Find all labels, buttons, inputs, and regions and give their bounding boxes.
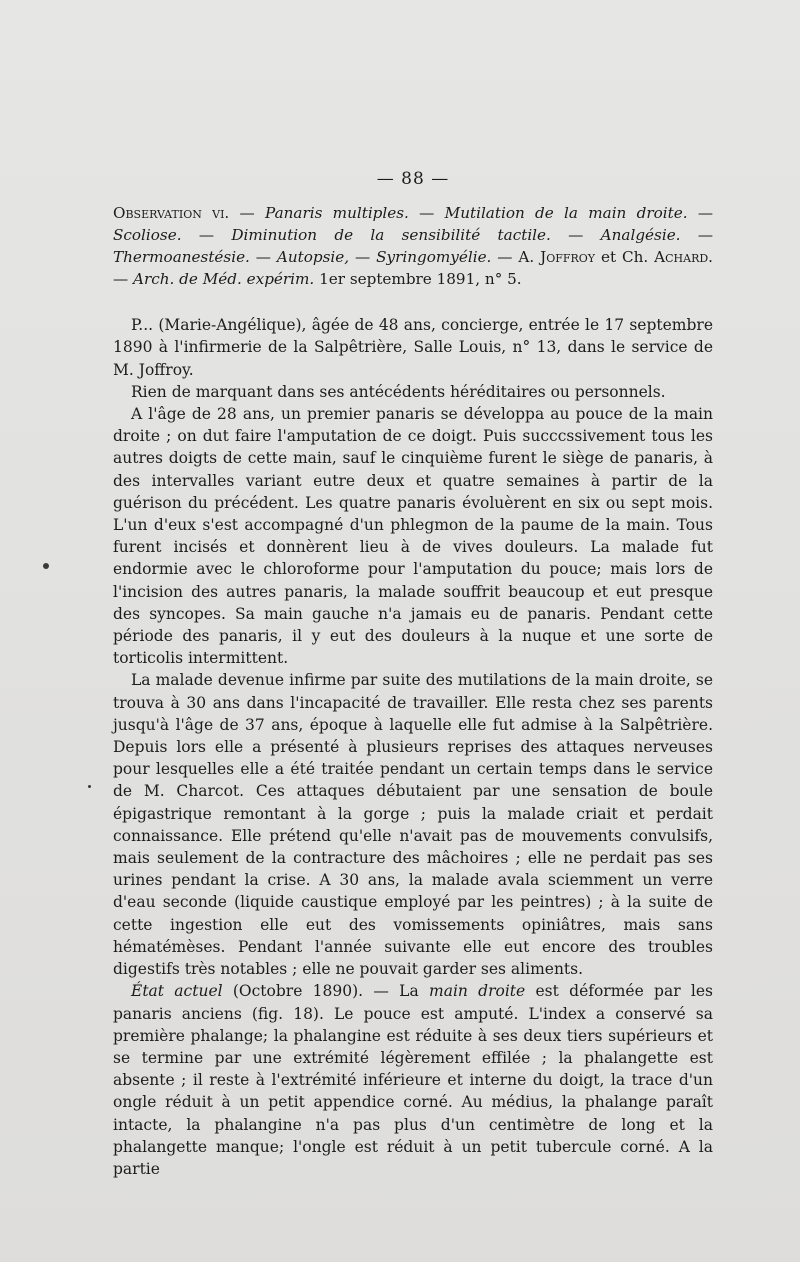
observation-title: Scoliose.	[113, 226, 182, 245]
page-number: — 88 —	[376, 169, 450, 189]
ink-speck	[88, 785, 91, 788]
paragraph: Rien de marquant dans ses antécédents héréditaires ou personnels.	[131, 382, 666, 401]
emphasis: main droite	[429, 982, 526, 1001]
paragraph: La malade devenue infirme par suite des mutilations de la main droite, se trouva à 30 ans dans l'incapacité de travailler. Elle resta chez ses parents jusqu'à l'âge de 37 ans, époque à laquelle elle fut admise à la Salpêtrière. Depuis lors elle a présenté à plusieurs reprises des attaques nerveuses pour lesquelles elle a été traitée pendant un certain temps dans le service de M. Charcot. Ces attaques débutaient par une sensation de boule épigastrique remontant à la gorge ; puis la malade criait et perdait connaissance. Elle prétend qu'elle n'avait pas de mouvements convulsifs, mais seulement de la contracture des mâchoires ; elle ne perdait pas ses urines pendant la crise. A 30 ans, la malade avala sciemment un verre d'eau seconde (liquide caustique employé par les peintres) ; à la suite de cette ingestion elle eut des vomissements opiniâtres, mais sans hématémèses. Pendant l'année suivante elle eut encore des troubles digestifs très notables ; elle ne pouvait garder ses aliments.	[113, 671, 713, 979]
ink-speck	[43, 563, 49, 569]
observation-title: Autopsie,	[276, 248, 350, 267]
text-block	[113, 168, 713, 1180]
paragraph: P... (Marie-Angélique), âgée de 48 ans, concierge, entrée le 17 septembre 1890 à l'infirmerie de la Salpêtrière, Salle Louis, n° 13, dans le service de M. Joffroy.	[113, 316, 713, 379]
observation-label: Observation vi.	[113, 204, 230, 223]
separator: —	[181, 226, 232, 245]
author-joiner: et Ch.	[595, 248, 655, 267]
author: Achard.	[654, 248, 714, 267]
separator: —	[113, 270, 134, 289]
observation-heading	[113, 202, 713, 290]
paragraph-text: est déformée par les panaris anciens (fig. 18). Le pouce est amputé. L'index a conservé sa première phalange; la phalangine est réduite à ses deux tiers supérieurs et se termine par une extrémité légèrement effilée ; la phalangette est absente ; il reste à l'extrémité inférieure et interne du doigt, la trace d'un ongle réduit à un petit appendice corné. Au médius, la phalange paraît intacte, la phalangine n'a pas plus d'un centimètre de long et la phalangette manque; l'ongle est réduit à un petit tubercule corné. A la partie	[113, 982, 714, 1178]
paragraph	[113, 980, 713, 1180]
paragraph: A l'âge de 28 ans, un premier panaris se développa au pouce de la main droite ; on dut faire l'amputation de ce doigt. Puis succcssivement tous les autres doigts de cette main, sauf le cinquième furent le siège de panaris, à des intervalles variant eutre deux et quatre semaines à partir de la guérison du précédent. Les quatre panaris évoluèrent en six ou sept mois. L'un d'eux s'est accompagné d'un phlegmon de la paume de la main. Tous furent incisés et donnèrent lieu à de vives douleurs. La malade fut endormie avec le chloroforme pour l'amputation du pouce; mais lors de l'incision des autres panaris, la malade souffrit beaucoup et eut presque des syncopes. Sa main gauche n'a jamais eu de panaris. Pendant cette période des panaris, il y eut des douleurs à la nuque et une sorte de torticolis intermittent.	[113, 405, 713, 668]
separator: —	[687, 204, 714, 223]
section-lead: État actuel	[131, 982, 223, 1001]
journal-date: 1er septembre 1891, n° 5.	[314, 270, 522, 289]
observation-title: Analgésie.	[600, 226, 681, 245]
observation-title: Panaris multiples.	[265, 204, 409, 223]
separator: —	[680, 226, 714, 245]
separator: —	[408, 204, 445, 223]
separator: —	[550, 226, 601, 245]
paragraph-text: (Octobre 1890). — La	[222, 982, 429, 1001]
observation-title: Diminution de la sensibilité tactile.	[231, 226, 551, 245]
author: A. Joffroy	[518, 248, 596, 267]
observation-title: Thermoanestésie.	[113, 248, 250, 267]
separator: —	[229, 204, 266, 223]
separator: —	[491, 248, 519, 267]
separator: —	[349, 248, 377, 267]
journal-title: Arch. de Méd. expérim.	[133, 270, 315, 289]
observation-title: Syringomyélie.	[376, 248, 492, 267]
observation-title: Mutilation de la main droite.	[444, 204, 688, 223]
separator: —	[249, 248, 277, 267]
